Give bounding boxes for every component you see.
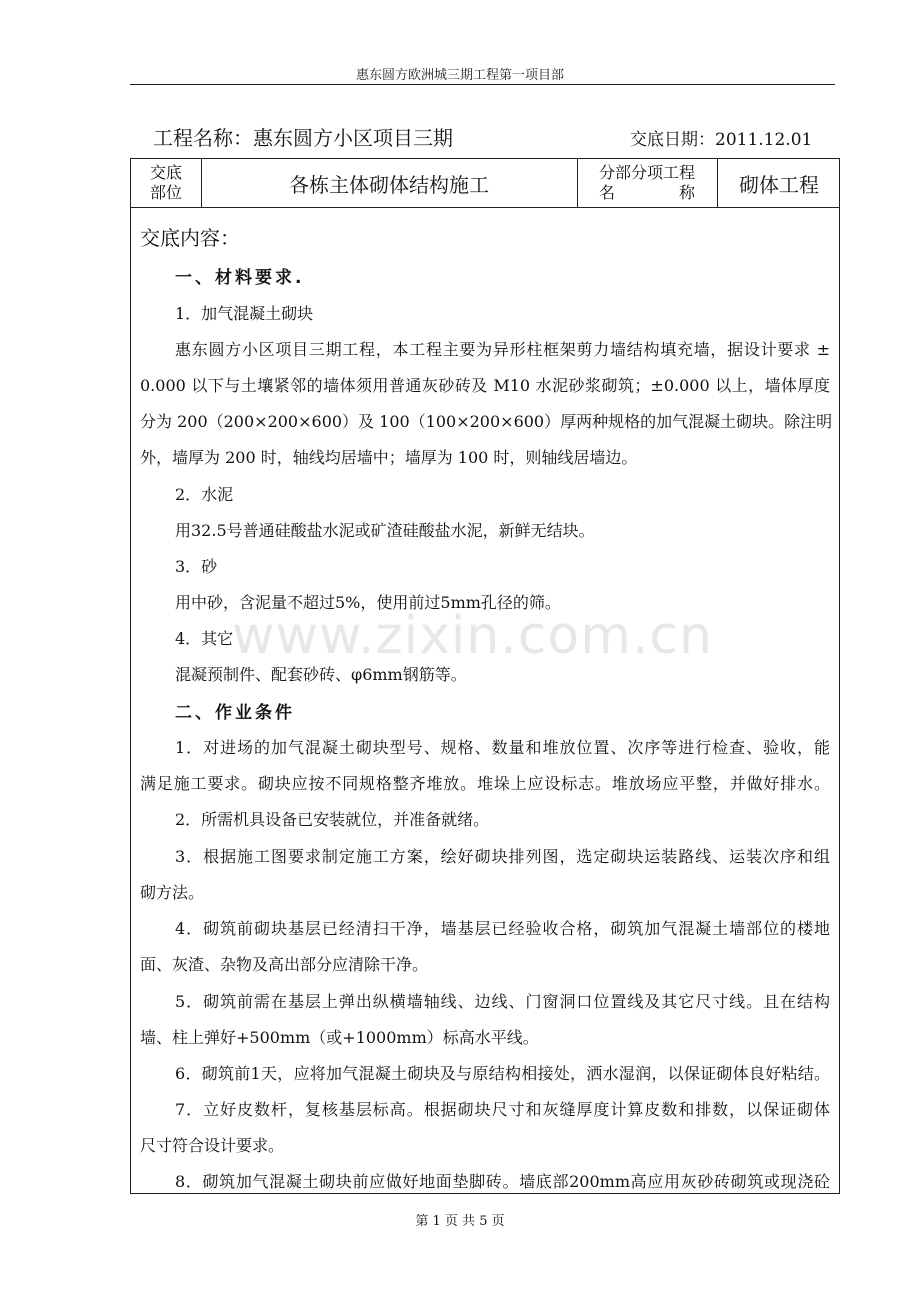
page-header: 惠东圆方欧洲城三期工程第一项目部 bbox=[355, 68, 564, 83]
table-row-divider bbox=[131, 207, 839, 208]
item-title: 4．其它 bbox=[175, 629, 234, 648]
content-heading: 交底内容： bbox=[140, 226, 240, 250]
paragraph-line: 分为 200（200×200×600）及 100（100×200×600）厚两种规格的加气混凝土砌块。除注明 bbox=[140, 412, 833, 431]
position-label-line1: 交底 bbox=[149, 163, 182, 182]
paragraph-line: 2．所需机具设备已安装就位，并准备就绪。 bbox=[175, 810, 490, 829]
item-title: 1．加气混凝土砌块 bbox=[175, 304, 314, 323]
paragraph-line: 混凝预制件、配套砂砖、φ6mm钢筋等。 bbox=[175, 665, 467, 684]
paragraph-line: 1．对进场的加气混凝土砌块型号、规格、数量和堆放位置、次序等进行检查、验收，能 bbox=[175, 738, 830, 757]
paragraph-line: 5．砌筑前需在基层上弹出纵横墙轴线、边线、门窗洞口位置线及其它尺寸线。且在结构 bbox=[175, 992, 830, 1011]
watermark: www.zixin.com.cn bbox=[232, 606, 713, 666]
paragraph-line: 外，墙厚为 200 时，轴线均居墙中；墙厚为 100 时，则轴线居墙边。 bbox=[140, 448, 638, 467]
position-label-cell bbox=[131, 159, 201, 207]
sub-project-label-line2 bbox=[599, 183, 695, 203]
position-value: 各栋主体砌体结构施工 bbox=[289, 172, 489, 197]
paragraph-line: 0.000 以下与土壤紧邻的墙体须用普通灰砂砖及 M10 水泥砂浆砌筑；±0.000 以上，墙体厚度 bbox=[140, 376, 830, 395]
paragraph-line: 尺寸符合设计要求。 bbox=[140, 1136, 285, 1155]
paragraph-line: 4．砌筑前砌块基层已经清扫干净，墙基层已经验收合格，砌筑加气混凝土墙部位的楼地 bbox=[175, 919, 830, 938]
handover-date: 交底日期：2011.12.01 bbox=[630, 130, 813, 150]
paragraph-line: 3．根据施工图要求制定施工方案，绘好砌块排列图，选定砌块运装路线、运装次序和组 bbox=[175, 847, 830, 866]
paragraph-line: 面、灰渣、杂物及高出部分应清除干净。 bbox=[140, 955, 429, 974]
item-title: 2．水泥 bbox=[175, 485, 234, 504]
paragraph-line: 7．立好皮数杆，复核基层标高。根据砌块尺寸和灰缝厚度计算皮数和排数，以保证砌体 bbox=[175, 1100, 830, 1119]
section-heading: 一、材料要求. bbox=[175, 268, 305, 288]
item-title: 3．砂 bbox=[175, 557, 218, 576]
position-label-line2: 部位 bbox=[149, 183, 182, 202]
sub-project-value: 砌体工程 bbox=[739, 172, 819, 197]
sub-project-label-line1: 分部分项工程 bbox=[598, 163, 695, 182]
paragraph-line: 用32.5号普通硅酸盐水泥或矿渣硅酸盐水泥，新鲜无结块。 bbox=[175, 521, 595, 540]
sub-project-label-char: 称 bbox=[678, 183, 695, 202]
paragraph-line: 墙、柱上弹好+500mm（或+1000mm）标高水平线。 bbox=[140, 1028, 539, 1047]
paragraph-line: 砌方法。 bbox=[140, 883, 205, 902]
paragraph-line: 8．砌筑加气混凝土砌块前应做好地面垫脚砖。墙底部200mm高应用灰砂砖砌筑或现浇砼 bbox=[175, 1172, 830, 1191]
project-name: 工程名称：惠东圆方小区项目三期 bbox=[153, 126, 453, 150]
section-heading: 二、作业条件 bbox=[175, 703, 295, 723]
paragraph-line: 用中砂，含泥量不超过5%，使用前过5mm孔径的筛。 bbox=[175, 593, 561, 612]
sub-project-label-char: 名 bbox=[599, 183, 616, 202]
paragraph-line: 6．砌筑前1天，应将加气混凝土砌块及与原结构相接处，洒水湿润，以保证砌体良好粘结。 bbox=[175, 1064, 830, 1083]
sub-project-label-cell bbox=[577, 159, 717, 207]
header-divider bbox=[130, 84, 835, 85]
paragraph-line: 惠东圆方小区项目三期工程，本工程主要为异形柱框架剪力墙结构填充墙，据设计要求 ± bbox=[175, 340, 830, 359]
page-footer: 第 1 页 共 5 页 bbox=[415, 1214, 505, 1229]
paragraph-line: 满足施工要求。砌块应按不同规格整齐堆放。堆垛上应设标志。堆放场应平整，并做好排水。 bbox=[140, 774, 830, 793]
